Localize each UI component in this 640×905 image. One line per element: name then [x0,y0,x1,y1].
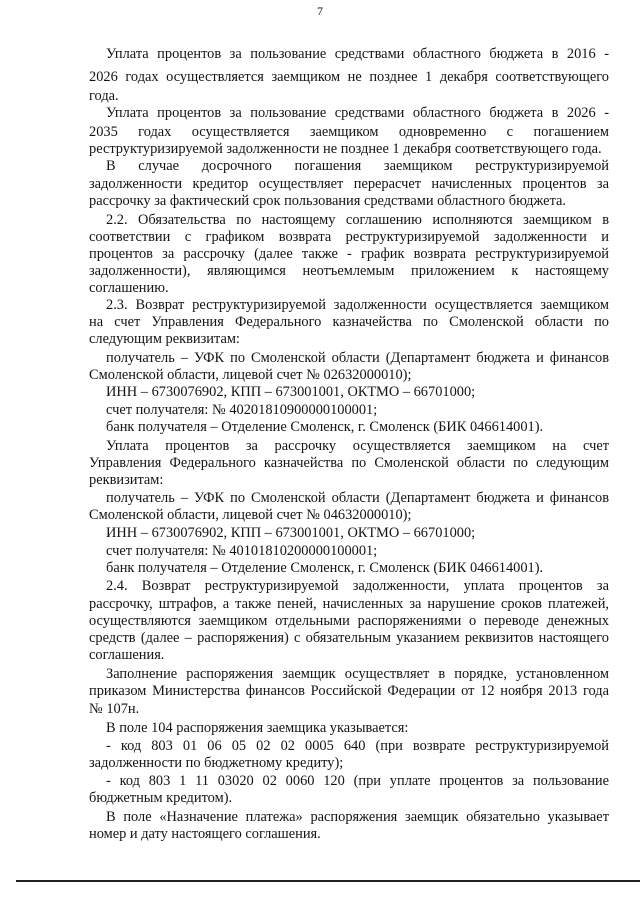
text-line: Смоленской области, лицевой счет № 04632000010); [89,507,412,523]
text-line: банк получателя – Отделение Смоленск, г. Смоленск (БИК 046614001). [106,419,544,435]
text-line: на счет Управления Федерального казначейства по Смоленской области по [89,314,609,330]
text-line: года. [89,88,119,104]
text-line: соглашения. [89,647,165,663]
text-line: номер и дату настоящего соглашения. [89,826,321,842]
text-line: реквизитам: [89,472,164,488]
text-line: реструктуризируемой задолженности не позднее 1 декабря соответствующего года. [89,141,602,157]
text-line: осуществляются заемщиком отдельными распоряжениями о переводе денежных [89,613,609,629]
text-line: Управления Федерального казначейства по Смоленской области по следующим [89,455,609,471]
text-line: В поле «Назначение платежа» распоряжения заемщик обязательно указывает [106,809,609,825]
text-line: задолженности кредитор осуществляет перерасчет начисленных процентов за [89,176,609,192]
page-number: 7 [317,4,323,18]
text-line: рассрочку, штрафов, а также пеней, начисленных за нарушение сроков платежей, [89,596,609,612]
text-line: счет получателя: № 40201810900000100001; [106,402,378,418]
text-line: Уплата процентов за пользование средствами областного бюджета в 2016 - [106,46,609,62]
text-line: Заполнение распоряжения заемщик осуществляет в порядке, установленном [106,666,609,682]
text-line: задолженности по бюджетному кредиту); [89,755,344,771]
text-line: № 107н. [89,701,140,717]
text-line: Смоленской области, лицевой счет № 02632000010); [89,367,412,383]
text-line: получатель – УФК по Смоленской области (Департамент бюджета и финансов [106,350,609,366]
text-line: Уплата процентов за пользование средствами областного бюджета в 2026 - [106,105,609,121]
text-line: следующим реквизитам: [89,331,240,347]
text-line: 2026 годах осуществляется заемщиком не позднее 1 декабря соответствующего [89,69,609,85]
text-line: соглашению. [89,280,169,296]
text-line: задолженности), являющимся неотъемлемым приложением к настоящему [89,263,609,279]
text-line: ИНН – 6730076902, КПП – 673001001, ОКТМО – 66701000; [106,525,476,541]
text-line: соответствии с графиком возврата реструктуризируемой задолженности и [89,229,609,245]
text-line: приказом Министерства финансов Российской Федерации от 12 ноября 2013 года [89,683,609,699]
text-line: рассрочку за фактический срок пользования средствами областного бюджета. [89,193,567,209]
text-line: счет получателя: № 40101810200000100001; [106,543,378,559]
text-line: ИНН – 6730076902, КПП – 673001001, ОКТМО – 66701000; [106,384,476,400]
text-line: получатель – УФК по Смоленской области (Департамент бюджета и финансов [106,490,609,506]
text-line: 2035 годах осуществляется заемщиком одновременно с погашением [89,124,609,140]
text-line: В случае досрочного погашения заемщиком реструктуризируемой [106,158,609,174]
text-line: - код 803 1 11 03020 02 0060 120 (при уплате процентов за пользование [106,773,609,789]
text-line: В поле 104 распоряжения заемщика указывается: [106,720,409,736]
text-line: банк получателя – Отделение Смоленск, г. Смоленск (БИК 046614001). [106,560,544,576]
text-line: 2.4. Возврат реструктуризируемой задолженности, уплата процентов за [106,578,609,594]
text-line: 2.3. Возврат реструктуризируемой задолженности осуществляется заемщиком [106,297,609,313]
page-bottom-rule [16,880,640,882]
text-line: средств (далее – распоряжения) с обязательным указанием реквизитов настоящего [89,630,609,646]
text-line: процентов за рассрочку (далее также - график возврата реструктуризируемой [89,246,609,262]
text-line: бюджетным кредитом). [89,790,233,806]
text-line: 2.2. Обязательства по настоящему соглашению исполняются заемщиком в [106,212,609,228]
text-line: - код 803 01 06 05 02 02 0005 640 (при возврате реструктуризируемой [106,738,609,754]
text-line: Уплата процентов за рассрочку осуществляется заемщиком на счет [106,438,609,454]
